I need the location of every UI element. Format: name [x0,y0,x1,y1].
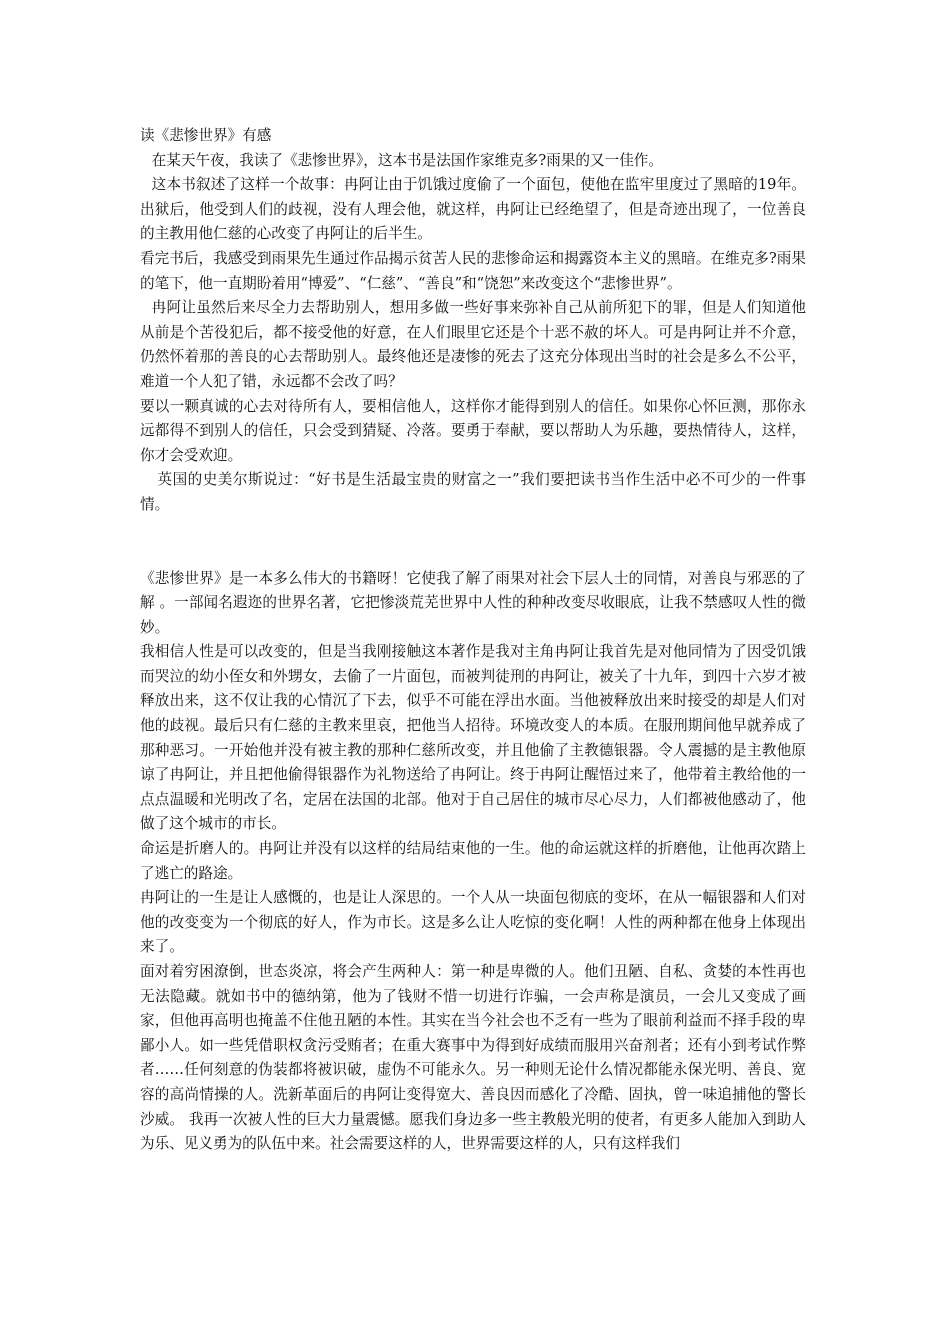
paragraph-8: 我相信人性是可以改变的，但是当我刚接触这本著作是我对主角冉阿让我首先是对他同情为了因受饥饿而哭泣的幼小侄女和外甥女，去偷了一片面包，而被判徒刑的冉阿让，被关了十九年，到四十六岁才被释放出来，这不仅让我的心情沉了下去，似乎不可能在浮出水面。当他被释放出来时接受的却是人们对他的歧视。最后只有仁慈的主教来里哀，把他当人招待。环境改变人的本质。在服刑期间他早就养成了那种恶习。一开始他并没有被主教的那种仁慈所改变，并且他偷了主教德银器。令人震撼的是主教他原谅了冉阿让，并且把他偷得银器作为礼物送给了冉阿让。终于冉阿让醒悟过来了，他带着主教给他的一点点温暖和光明改了名，定居在法国的北部。他对于自己居住的城市尽心尽力，人们都被他感动了，他做了这个城市的市长。 [140,643,806,833]
paragraph-6: 英国的史美尔斯说过：“好书是生活最宝贵的财富之一”我们要把读书当作生活中必不可少的一件事情。 [140,471,806,513]
document-page [140,124,806,1157]
paragraph-9: 命运是折磨人的。冉阿让并没有以这样的结局结束他的一生。他的命运就这样的折磨他，让他再次踏上了逃亡的路途。 [140,840,806,882]
paragraph-1: 在某天午夜，我读了《悲惨世界》，这本书是法国作家维克多?雨果的又一佳作。 [151,151,663,169]
paragraph-10: 冉阿让的一生是让人感慨的，也是让人深思的。一个人从一块面包彻底的变坏，在从一幅银器和人们对他的改变变为一个彻底的好人，作为市长。这是多么让人吃惊的变化啊！人性的两种都在他身上体现出来了。 [140,889,806,956]
paragraph-4: 冉阿让虽然后来尽全力去帮助别人，想用多做一些好事来弥补自己从前所犯下的罪，但是人们知道他从前是个苦役犯后，都不接受他的好意，在人们眼里它还是个十恶不赦的坏人。可是冉阿让并不介意，仍然怀着那的善良的心去帮助别人。最终他还是凄惨的死去了这充分体现出当时的社会是多么不公平，难道一个人犯了错，永远都不会改了吗？ [140,299,806,390]
paragraph-spacer [140,518,806,567]
paragraph-2: 这本书叙述了这样一个故事：冉阿让由于饥饿过度偷了一个面包，使他在监牢里度过了黑暗的19年。出狱后，他受到人们的歧视，没有人理会他，就这样，冉阿让已经绝望了，但是奇迹出现了，一位善良的主教用他仁慈的心改变了冉阿让的后半生。 [140,176,806,243]
paragraph-11: 面对着穷困潦倒，世态炎凉，将会产生两种人：第一种是卑微的人。他们丑陋、自私、贪婪的本性再也无法隐藏。就如书中的德纳第，他为了钱财不惜一切进行诈骗，一会声称是演员，一会儿又变成了画家，但他再高明也掩盖不住他丑陋的本性。其实在当今社会也不乏有一些为了眼前利益而不择手段的卑鄙小人。如一些凭借职权贪污受贿者；在重大赛事中为得到好成绩而服用兴奋剂者；还有小到考试作弊者……任何刻意的伪装都将被识破，虚伪不可能永久。另一种则无论什么情况都能永保光明、善良、宽容的高尚情操的人。洗新革面后的冉阿让变得宽大、善良因而感化了冷酷、固执，曾一味追捕他的警长沙威。 我再一次被人性的巨大力量震憾。愿我们身边多一些主教般光明的使者，有更多人能加入到助人为乐、见义勇为的队伍中来。社会需要这样的人，世界需要这样的人，只有这样我们 [140,963,806,1153]
paragraph-3: 看完书后，我感受到雨果先生通过作品揭示贫苦人民的悲惨命运和揭露资本主义的黑暗。在维克多?雨果的笔下，他一直期盼着用“博爱”、“仁慈”、“善良”和“饶恕”来改变这个“悲惨世界”。 [140,249,806,292]
document-title: 读《悲惨世界》有感 [140,127,272,144]
paragraph-7: 《悲惨世界》是一本多么伟大的书籍呀！它使我了解了雨果对社会下层人士的同情，对善良与邪恶的了解 。一部闻名遐迩的世界名著，它把惨淡荒芜世界中人性的种种改变尽收眼底，让我不禁感叹人性的微妙。 [140,569,806,636]
paragraph-5: 要以一颗真诚的心去对待所有人，要相信他人，这样你才能得到别人的信任。如果你心怀叵测，那你永远都得不到别人的信任，只会受到猜疑、冷落。要勇于奉献，要以帮助人为乐趣，要热情待人，这样，你才会受欢迎。 [140,397,806,464]
